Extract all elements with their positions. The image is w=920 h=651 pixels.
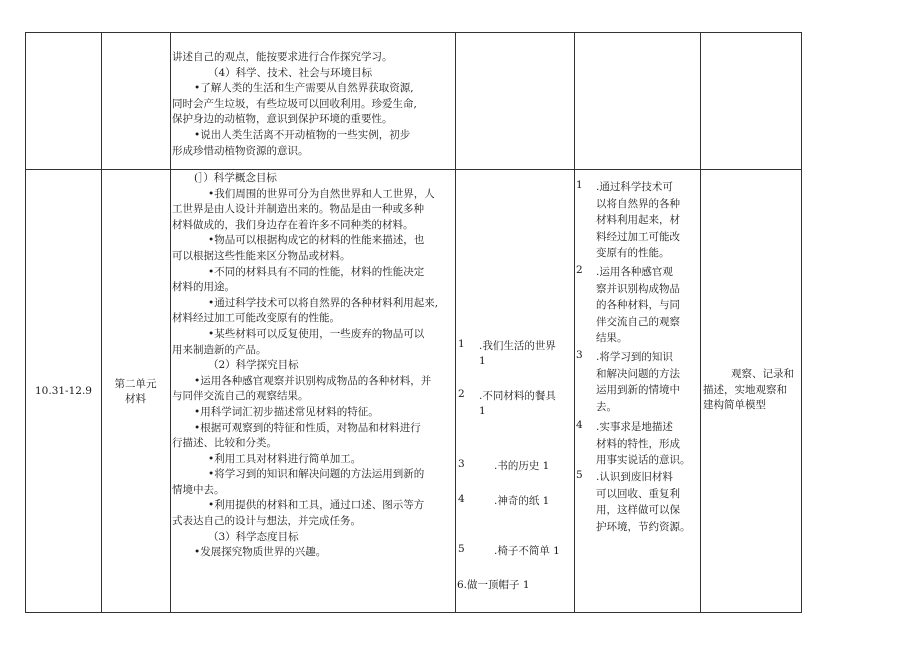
- content-line: （3）科学态度目标: [208, 530, 299, 543]
- goal-text: [596, 419, 700, 469]
- col-divider: [574, 33, 575, 612]
- content-line: （4）科学、技术、社会与环境目标: [208, 66, 373, 79]
- goal-line: .将学习到的知识: [596, 351, 673, 363]
- row1-content-cell: [172, 50, 454, 159]
- content-line: •物品可以根据构成它的材料的性能来描述，也: [208, 234, 425, 247]
- row2-content-cell: [172, 171, 454, 561]
- lesson-number: 5: [458, 543, 465, 555]
- goal-line: .通过科学技术可: [596, 181, 673, 193]
- content-line: •不同的材料具有不同的性能，材料的性能决定: [208, 265, 425, 278]
- goal-line: 察并识别构成物品: [596, 282, 680, 295]
- goal-line: 运用到新的情境中: [596, 384, 680, 396]
- content-line: •了解人类的生活和生产需要从自然界获取资源,: [194, 82, 414, 95]
- unit-title: 材料: [125, 393, 146, 405]
- row-divider: [26, 169, 801, 170]
- goal-line: 料经过加工可能改: [596, 230, 680, 243]
- content-line: 形成珍惜动植物资源的意识。: [172, 144, 309, 157]
- goal-line: 材料利用起来，材: [596, 214, 680, 226]
- col-divider: [455, 33, 456, 612]
- content-line: 材料的用途。: [172, 281, 235, 294]
- unit-cell: [101, 377, 170, 407]
- goal-number: 1: [576, 179, 583, 191]
- goal-line: 去。: [596, 400, 617, 413]
- goal-number: 5: [576, 469, 583, 481]
- goal-text: [596, 469, 700, 535]
- goal-line: 伴交流自己的观察: [596, 315, 680, 328]
- goal-text: [596, 179, 700, 262]
- lesson-number: 4: [458, 493, 465, 505]
- date-range: 10.31-12.9: [35, 385, 92, 397]
- content-line: •我们周围的世界可分为自然世界和人工世界，人: [208, 187, 435, 200]
- content-line: 式表达自己的设计与想法，并完成任务。: [172, 515, 361, 528]
- content-line: 情境中去。: [172, 483, 225, 496]
- goal-text: [596, 349, 700, 415]
- goal-line: 材料的特性，形成: [596, 437, 680, 450]
- lesson-title: .神奇的纸 1: [494, 495, 550, 507]
- content-line: •说出人类生活离不开动植物的一些实例，初步: [194, 128, 411, 141]
- content-line: •某些材料可以反复使用，一些废弃的物品可以: [208, 327, 425, 340]
- content-line: 与同伴交流自己的观察结果。: [172, 390, 309, 403]
- content-line: 材料做成的，我们身边存在着许多不同种类的材料。: [172, 218, 414, 231]
- activity-line: 观察、记录和: [731, 368, 794, 380]
- goal-line: 变原有的性能。: [596, 247, 670, 259]
- col-divider: [170, 33, 171, 612]
- goal-line: .实事求是地描述: [596, 421, 673, 433]
- col-divider: [700, 33, 701, 612]
- activity-line: 描述，实地观察和: [703, 383, 787, 396]
- content-line: 用来制造新的产品。: [172, 343, 267, 356]
- activity-line: 建构简单模型: [703, 399, 766, 411]
- lesson-title: .我们生活的世界: [479, 340, 556, 352]
- content-line: •用科学词汇初步描述常见材料的特征。: [194, 405, 379, 418]
- lesson-title: 6.做一顶帽子 1: [457, 579, 530, 591]
- lesson-hours: 1: [479, 355, 486, 367]
- content-line: 同时会产生垃圾，有些垃圾可以回收利用。珍爱生命,: [172, 97, 417, 110]
- lesson-title: .书的历史 1: [494, 460, 550, 472]
- goal-number: 3: [576, 349, 583, 361]
- lesson-number: 3: [458, 458, 465, 470]
- goal-line: 用事实说话的意识。: [596, 454, 691, 466]
- goal-line: .认识到废旧材料: [596, 471, 673, 483]
- lesson-title: .椅子不简单 1: [494, 545, 560, 557]
- activity-cell: [703, 367, 803, 414]
- content-line: •将学习到的知识和解决问题的方法运用到新的: [208, 468, 425, 481]
- content-line: •利用提供的材料和工具，通过口述、图示等方: [208, 499, 425, 512]
- content-line: 工世界是由人设计并制造出来的。物品是由一种或多种: [172, 203, 424, 216]
- goal-text: [596, 264, 700, 347]
- content-line: (］）科学概念目标: [194, 172, 277, 184]
- col-divider: [101, 33, 102, 612]
- content-line: •根据可观察到的特征和性质，对物品和材料进行: [194, 421, 421, 434]
- goal-number: 4: [576, 419, 583, 431]
- lesson-number: 1: [458, 338, 465, 350]
- content-line: 行描述、比较和分类。: [172, 437, 277, 450]
- content-line: 可以根据这些性能来区分物品或材料。: [172, 249, 351, 262]
- lesson-hours: 1: [479, 405, 486, 417]
- goal-number: 2: [576, 264, 583, 276]
- unit-number: 第二单元: [114, 378, 157, 390]
- goal-line: 结果。: [596, 332, 628, 344]
- lesson-title: .不同材料的餐具: [479, 390, 556, 402]
- date-cell: [26, 384, 101, 400]
- content-line: •发展探究物质世界的兴趣。: [194, 546, 327, 559]
- goal-line: 以将自然界的各种: [596, 197, 680, 210]
- lesson-number: 2: [458, 388, 465, 400]
- content-line: （2）科学探究目标: [208, 359, 299, 372]
- goal-line: 用，这样做可以保: [596, 504, 680, 516]
- content-line: 讲述自己的观点，能按要求进行合作探究学习。: [172, 51, 393, 63]
- content-line: •利用工具对材料进行简单加工。: [208, 452, 362, 465]
- goal-line: 和解决问题的方法: [596, 367, 680, 380]
- content-line: •通过科学技术可以将自然界的各种材料利用起来,: [208, 296, 439, 309]
- content-line: 保护身边的动植物，意识到保护环境的重要性。: [172, 113, 393, 126]
- goal-line: 的各种材料，与同: [596, 299, 680, 311]
- content-line: •运用各种感官观察并识别构成物品的各种材料，并: [194, 374, 432, 387]
- goal-line: 护环境，节约资源。: [596, 520, 691, 533]
- goal-line: 可以回收、重复利: [596, 487, 680, 500]
- plan-table: [25, 32, 802, 613]
- goal-line: .运用各种感官观: [596, 266, 673, 278]
- content-line: 材料经过加工可能改变原有的性能。: [172, 312, 340, 325]
